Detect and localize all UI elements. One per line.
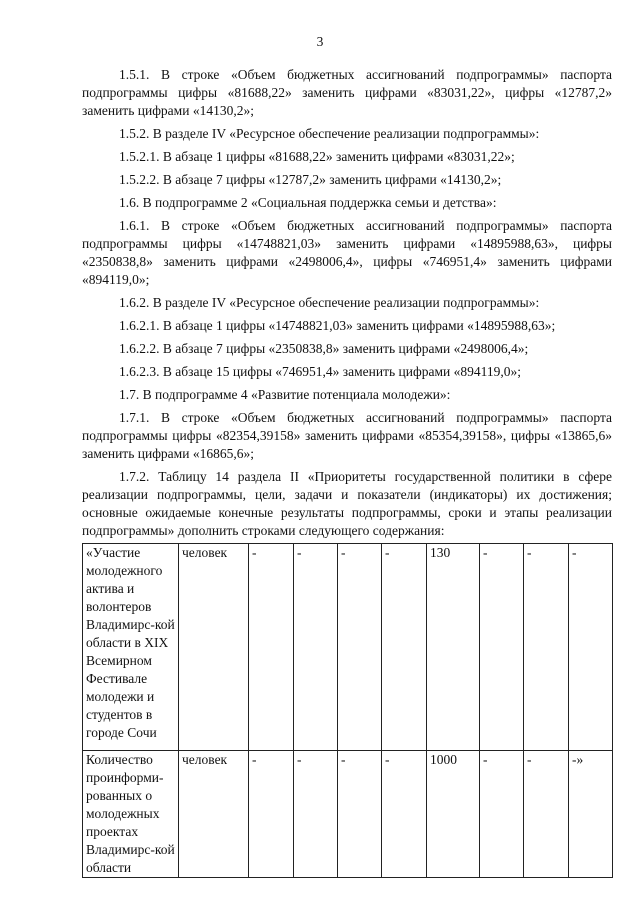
paragraph-1-6-2: 1.6.2. В разделе IV «Ресурсное обеспечение реализации подпрограммы»: [119, 295, 540, 310]
paragraph-1-5-2: 1.5.2. В разделе IV «Ресурсное обеспечение реализации подпрограммы»: [119, 126, 540, 141]
indicator-name-cell: «Участие молодежного актива и волонтеров Владимирс-кой области в XIX Всемирном Фестивале молодежи и студентов в городе Сочи [83, 544, 179, 751]
value-cell: - [382, 544, 427, 751]
paragraph-1-5-2-1: 1.5.2.1. В абзаце 1 цифры «81688,22» заменить цифрами «83031,22»; [119, 149, 515, 164]
value-cell: -» [569, 751, 613, 878]
value-cell: - [480, 751, 524, 878]
value-cell: - [338, 751, 382, 878]
paragraph-1-5-2-2: 1.5.2.2. В абзаце 7 цифры «12787,2» заменить цифрами «14130,2»; [119, 172, 502, 187]
page-number: 3 [316, 34, 324, 49]
unit-cell: человек [179, 544, 249, 751]
paragraph-1-6-1: 1.6.1. В строке «Объем бюджетных ассигнований подпрограммы» паспорта подпрограммы цифры «14748821,03» заменить цифрами «14895988,63», цифры «2350838,8» заменить цифрами «2498006,4», цифры «746951,4» заменить цифрами «894119,0»; [82, 218, 612, 287]
paragraph-1-6: 1.6. В подпрограмме 2 «Социальная поддержка семьи и детства»: [119, 195, 497, 210]
paragraph-1-7-1: 1.7.1. В строке «Объем бюджетных ассигнований подпрограммы» паспорта подпрограммы цифры «82354,39158» заменить цифрами «85354,39158», цифры «13865,6» заменить цифрами «16865,6»; [82, 410, 612, 461]
value-cell: - [294, 751, 338, 878]
paragraph-1-6-2-2: 1.6.2.2. В абзаце 7 цифры «2350838,8» заменить цифрами «2498006,4»; [119, 341, 529, 356]
value-cell: - [338, 544, 382, 751]
value-cell: - [480, 544, 524, 751]
value-cell: - [524, 751, 569, 878]
value-cell: 130 [427, 544, 480, 751]
value-cell: 1000 [427, 751, 480, 878]
paragraph-1-5-1: 1.5.1. В строке «Объем бюджетных ассигнований подпрограммы» паспорта подпрограммы цифры «81688,22» заменить цифрами «83031,22», цифры «12787,2» заменить цифрами «14130,2»; [82, 67, 612, 118]
paragraph-1-7: 1.7. В подпрограмме 4 «Развитие потенциала молодежи»: [119, 387, 451, 402]
table-row [83, 544, 613, 751]
indicators-table [82, 543, 613, 878]
document-body [82, 66, 612, 878]
value-cell: - [524, 544, 569, 751]
paragraph-1-6-2-3: 1.6.2.3. В абзаце 15 цифры «746951,4» заменить цифрами «894119,0»; [119, 364, 521, 379]
value-cell: - [569, 544, 613, 751]
paragraph-1-7-2: 1.7.2. Таблицу 14 раздела II «Приоритеты государственной политики в сфере реализации подпрограммы, цели, задачи и показатели (индикаторы) их достижения; основные ожидаемые конечные результаты подпрограммы, сроки и этапы реализации подпрограммы» дополнить строками следующего содержания: [82, 469, 612, 538]
value-cell: - [249, 544, 294, 751]
value-cell: - [382, 751, 427, 878]
indicator-name-cell: Количество проинформи-рованных о молодежных проектах Владимирс-кой области [83, 751, 179, 878]
value-cell: - [294, 544, 338, 751]
unit-cell: человек [179, 751, 249, 878]
paragraph-1-6-2-1: 1.6.2.1. В абзаце 1 цифры «14748821,03» заменить цифрами «14895988,63»; [119, 318, 556, 333]
table-row [83, 751, 613, 878]
value-cell: - [249, 751, 294, 878]
